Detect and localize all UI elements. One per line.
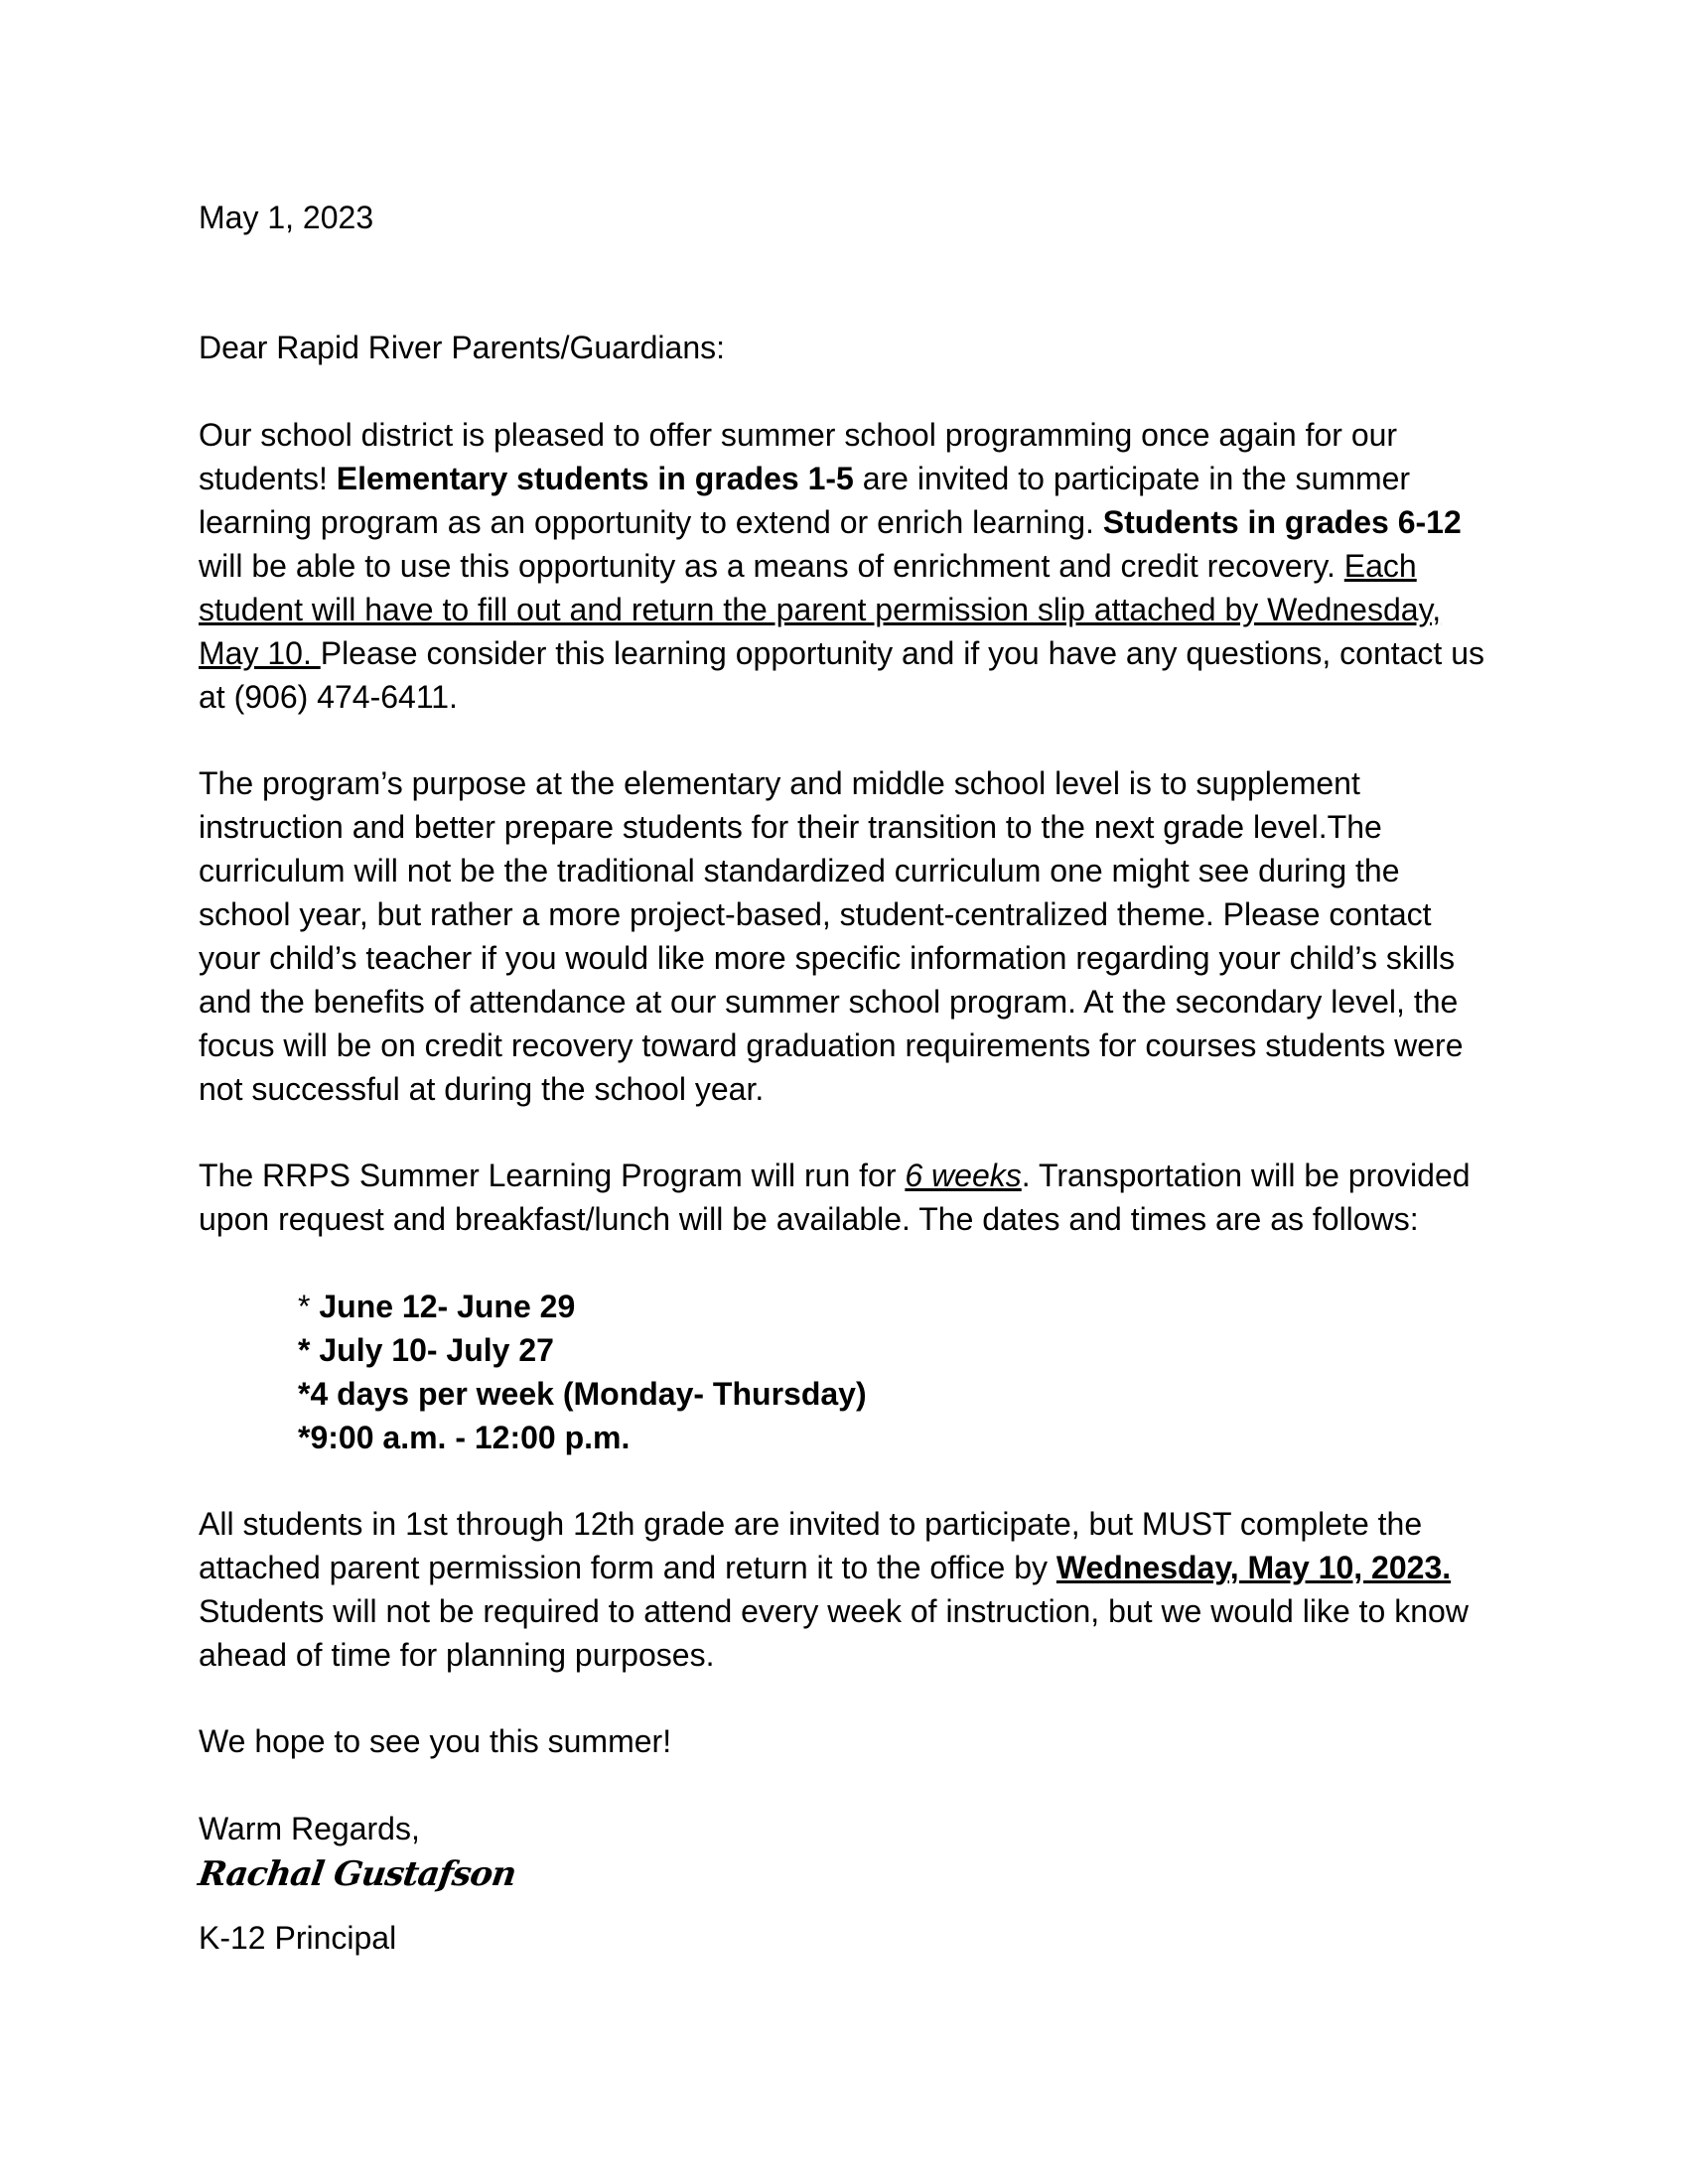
elementary-grades-bold: Elementary students in grades 1-5: [336, 461, 854, 496]
paragraph-requirements: [199, 1502, 1499, 1677]
deadline-bold-underlined: Wednesday, May 10, 2023.: [1055, 1550, 1452, 1585]
six-weeks-emphasis: 6 weeks: [905, 1158, 1022, 1193]
closing-line: We hope to see you this summer!: [199, 1723, 672, 1759]
intro-text-3: will be able to use this opportunity as a means of enrichment and credit recovery.: [199, 548, 1344, 584]
intro-text-4: Please consider this learning opportunity and if you have any questions, contact us at (906) 474-6411.: [199, 635, 1484, 715]
paragraph-purpose: The program’s purpose at the elementary and middle school level is to supplement instruction and better prepare students for their transition to the next grade level.The curriculum will not be the traditional standardized curriculum one might see during the school year, but rather a more project-based, student-centralized theme. Please contact your child’s teacher if you would like more specific information regarding your child’s skills and the benefits of attendance at our summer school program. At the secondary level, the focus will be on credit recovery toward graduation requirements for courses students were not successful at during the school year.: [199, 765, 1464, 1107]
letter-date: May 1, 2023: [199, 200, 374, 235]
requirements-text-2: Students will not be required to attend every week of instruction, but we would like to know ahead of time for planning purposes.: [199, 1593, 1469, 1673]
signer-title: K-12 Principal: [199, 1920, 397, 1956]
schedule-item: *4 days per week (Monday- Thursday): [298, 1376, 867, 1412]
schedule-item: [298, 1328, 867, 1372]
schedule-bullet: *: [298, 1289, 320, 1324]
schedule-item: [298, 1285, 867, 1328]
program-text-2: . Transportation will be provided upon request and breakfast/lunch will be available. The dates and times are as follows:: [199, 1158, 1471, 1237]
program-text-1: The RRPS Summer Learning Program will run for: [199, 1158, 906, 1193]
permission-slip-deadline-underlined: Each student will have to fill out and return the parent permission slip attached by Wednesday, May 10.: [199, 548, 1442, 671]
salutation: Dear Rapid River Parents/Guardians:: [199, 330, 726, 365]
signature: Rachal Gustafson: [196, 1854, 518, 1894]
intro-text-2: are invited to participate in the summer learning program as an opportunity to extend or enrich learning.: [199, 461, 1411, 540]
requirements-text-1: All students in 1st through 12th grade are invited to participate, but MUST complete the attached parent permission form and return it to the office by: [199, 1506, 1423, 1585]
schedule-list: [298, 1285, 867, 1459]
intro-text-1: Our school district is pleased to offer summer school programming once again for our students!: [199, 417, 1398, 496]
schedule-june: June 12- June 29: [319, 1289, 576, 1324]
paragraph-intro: [199, 413, 1499, 719]
paragraph-program: [199, 1154, 1499, 1241]
schedule-bullet: *: [298, 1332, 320, 1368]
schedule-july: July 10- July 27: [319, 1332, 554, 1368]
schedule-item: *9:00 a.m. - 12:00 p.m.: [298, 1420, 631, 1455]
regards: Warm Regards,: [199, 1811, 420, 1846]
secondary-grades-bold: Students in grades 6-12: [1102, 504, 1462, 540]
